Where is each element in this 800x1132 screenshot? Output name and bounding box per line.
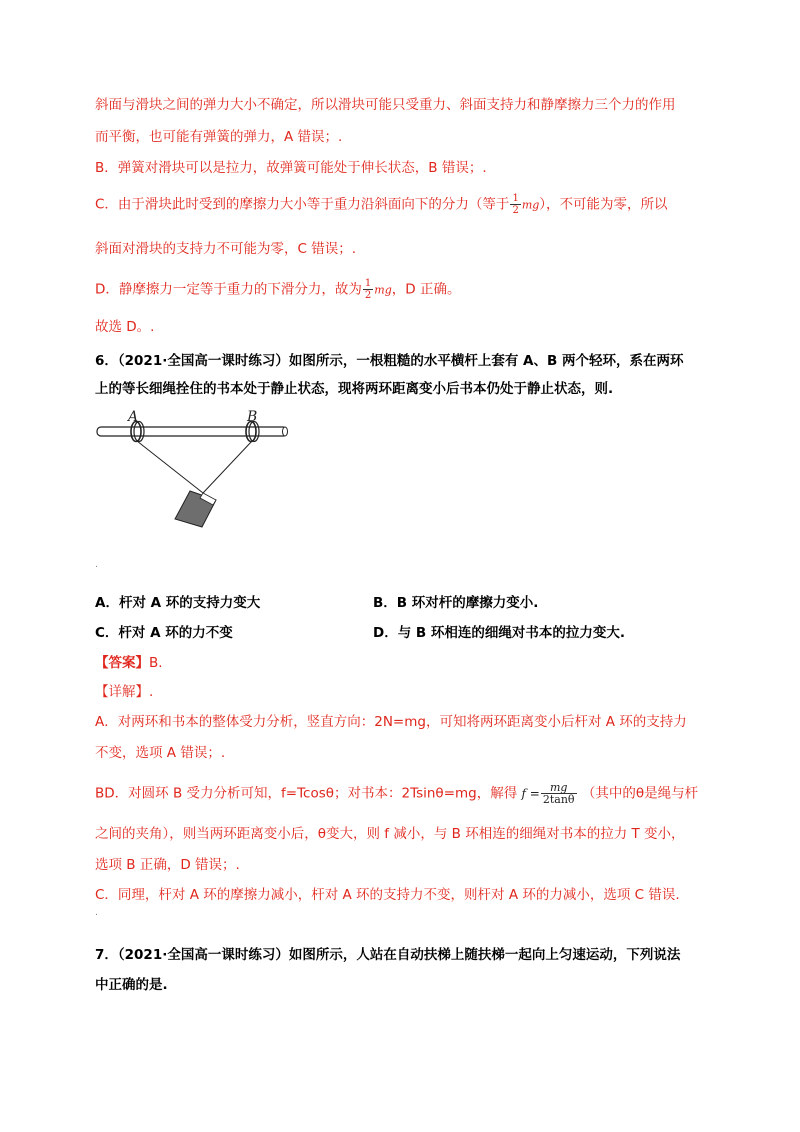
stray-mark: . [95,560,98,570]
solution-bd-line: 之间的夹角），则当两环距离变小后，θ变大，则 f 减小，与 B 环相连的细绳对书本的拉力 T 变小， [95,826,685,842]
fraction-one-half [510,193,520,216]
solution-a-line: 不变，选项 A 错误；. [95,745,226,761]
fraction-numerator: 1 [512,193,519,204]
question-6-stem: 6．（2021·全国高一课时练习）如图所示，一根粗糙的水平横杆上套有 A、B 两个轻环，系在两环 [95,353,684,369]
solution-option-d [95,278,460,301]
solution-a-line: A．对两环和书本的整体受力分析，竖直方向：2N=mg，可知将两环距离变小后杆对 A 环的支持力 [95,714,687,730]
math-mg: mg [521,198,540,212]
solution-text-line: 而平衡，也可能有弹簧的弹力，A 错误；. [95,129,343,145]
rod-end [283,427,288,436]
formula-numerator: mg [541,782,577,794]
solution-text: （其中的θ是绳与杆 [581,785,699,802]
string-a [137,441,203,493]
fraction-one-half [363,278,373,301]
label-b: B [247,409,258,425]
solution-c-line: C．同理，杆对 A 环的摩擦力减小，杆对 A 环的支持力不变，则杆对 A 环的力减小，选项 C 错误. [95,887,680,903]
fraction-denominator: 2 [512,205,519,216]
answer-label: 【答案】 [95,655,149,671]
formula-f: f = [521,786,540,801]
stray-mark: . [95,908,98,918]
label-a: A [128,409,139,425]
option-d: D．与 B 环相连的细绳对书本的拉力变大. [373,625,626,641]
solution-text: D．静摩擦力一定等于重力的下滑分力，故为 [95,281,362,298]
solution-option-b: B．弹簧对滑块可以是拉力，故弹簧可能处于伸长状态，B 错误；. [95,160,487,176]
fraction-numerator: 1 [364,278,372,289]
solution-option-c [95,193,668,216]
solution-text-line: 斜面与滑块之间的弹力大小不确定，所以滑块可能只受重力、斜面支持力和静摩擦力三个力的作用 [95,97,676,113]
solution-bd-line: 选项 B 正确，D 错误；. [95,857,240,873]
solution-text: C．由于滑块此时受到的摩擦力大小等于重力沿斜面向下的分力（等于 [95,196,510,213]
detail-label: 【详解】. [95,684,154,700]
answer-value: B. [149,655,163,671]
option-c: C．杆对 A 环的力不变 [95,625,233,641]
answer-line [95,654,163,672]
question-7-stem: 7．（2021·全国高一课时练习）如图所示，人站在自动扶梯上随扶梯一起向上匀速运动，下列说法 [95,947,681,963]
solution-text: ），不可能为零，所以 [539,196,668,213]
string-b [203,441,252,493]
question-7-stem: 中正确的是. [95,977,168,993]
solution-text: BD．对圆环 B 受力分析可知，f=Tcosθ；对书本：2Tsinθ=mg，解得 [95,785,518,802]
conclusion: 故选 D。. [95,319,155,335]
solution-bd-line [95,782,698,805]
fraction-denominator: 2 [364,290,372,301]
option-b: B．B 环对杆的摩擦力变小. [373,595,539,611]
option-a: A．杆对 A 环的支持力变大 [95,595,261,611]
math-mg: mg [374,283,392,297]
formula-denominator: 2tanθ [542,793,575,806]
question-6-stem: 上的等长细绳拴住的书本处于静止状态，现将两环距离变小后书本仍处于静止状态，则. [95,381,614,397]
rod-rings-book-figure [95,405,295,535]
solution-text-line: 斜面对滑块的支持力不可能为零，C 错误；. [95,241,357,257]
formula-fraction [541,782,577,805]
solution-text: ，D 正确。 [391,281,461,298]
